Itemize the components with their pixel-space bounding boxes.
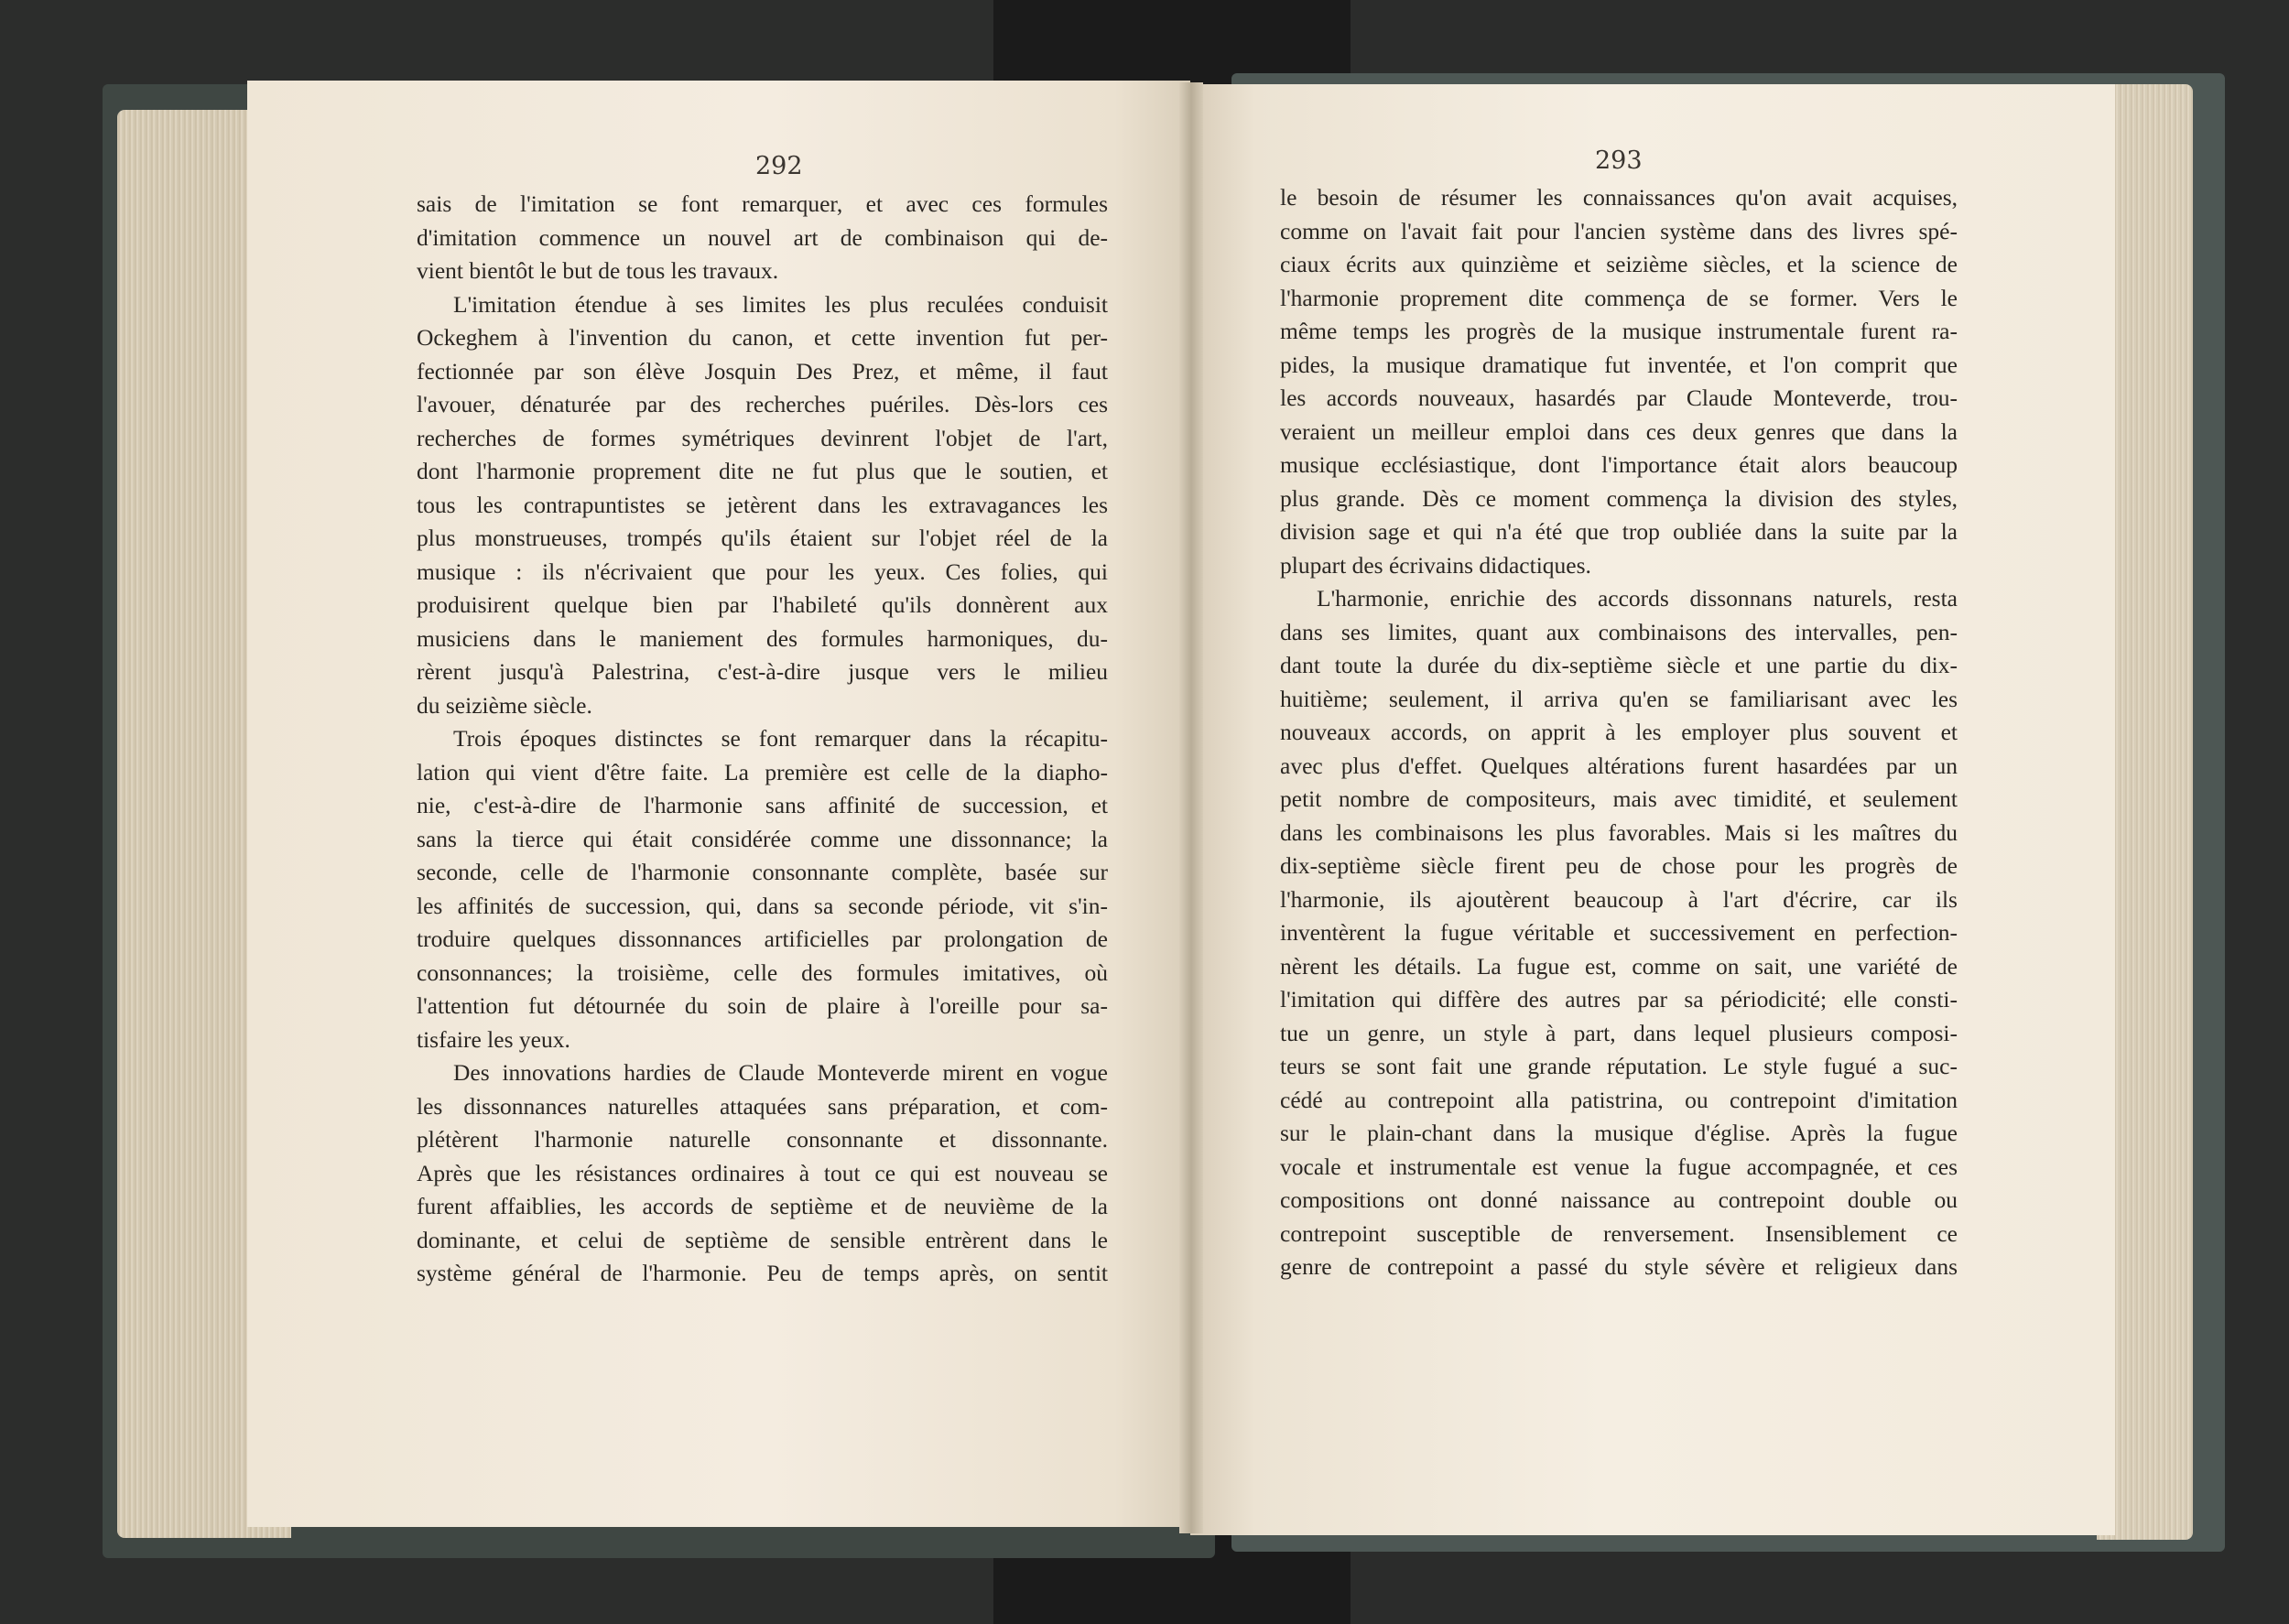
text-line: cédé au contrepoint alla patistrina, ou contrepoint d'imitation bbox=[1280, 1086, 1958, 1113]
page-number-right: 293 bbox=[1595, 146, 1643, 175]
text-line: Ockeghem à l'invention du canon, et cette invention fut per- bbox=[417, 324, 1108, 351]
text-line: division sage et qui n'a été que trop oubliée dans la suite par la bbox=[1280, 518, 1958, 545]
text-line: du seizième siècle. bbox=[417, 691, 592, 719]
text-line: vient bientôt le but de tous les travaux. bbox=[417, 257, 779, 284]
text-line: Des innovations hardies de Claude Monteverde mirent en vogue bbox=[453, 1059, 1108, 1086]
text-line: l'harmonie proprement dite commença de se former. Vers le bbox=[1280, 284, 1958, 311]
text-line: compositions ont donné naissance au contrepoint double ou bbox=[1280, 1186, 1958, 1213]
text-line: l'avouer, dénaturée par des recherches puériles. Dès-lors ces bbox=[417, 391, 1108, 417]
text-line: nouveaux accords, on apprit à les employer plus souvent et bbox=[1280, 719, 1958, 745]
text-line: dominante, et celui de septième de sensible entrèrent dans le bbox=[417, 1226, 1108, 1253]
text-line: nie, c'est-à-dire de l'harmonie sans affinité de succession, et bbox=[417, 792, 1108, 818]
text-line: genre de contrepoint a passé du style sévère et religieux dans bbox=[1280, 1253, 1958, 1280]
right-page-text bbox=[1280, 181, 1958, 1284]
text-line: les accords nouveaux, hasardés par Claude Monteverde, trou- bbox=[1280, 384, 1958, 411]
text-line: ciaux écrits aux quinzième et seizième siècles, et la science de bbox=[1280, 251, 1958, 277]
text-line: musiciens dans le maniement des formules harmoniques, du- bbox=[417, 624, 1108, 652]
text-line: huitième; seulement, il arriva qu'en se familiarisant avec les bbox=[1280, 685, 1958, 712]
text-line: sans la tierce qui était considérée comme une dissonnance; la bbox=[417, 825, 1108, 852]
text-line: les affinités de succession, qui, dans sa seconde période, vit s'in- bbox=[417, 892, 1108, 919]
text-line: musique : ils n'écrivaient que pour les yeux. Ces folies, qui bbox=[417, 558, 1108, 585]
text-line: dix-septième siècle firent peu de chose pour les progrès de bbox=[1280, 852, 1958, 879]
text-line: fectionnée par son élève Josquin Des Prez, et même, il faut bbox=[417, 357, 1108, 384]
text-line: comme on l'avait fait pour l'ancien système dans des livres spé- bbox=[1280, 217, 1958, 244]
text-line: Trois époques distinctes se font remarquer dans la récapitu- bbox=[453, 725, 1108, 752]
text-line: les dissonnances naturelles attaquées sans préparation, et com- bbox=[417, 1092, 1108, 1120]
text-line: sur le plain-chant dans la musique d'église. Après la fugue bbox=[1280, 1120, 1958, 1146]
text-line: tue un genre, un style à part, dans lequel plusieurs composi- bbox=[1280, 1019, 1958, 1046]
text-line: consonnances; la troisième, celle des formules imitatives, où bbox=[417, 958, 1108, 986]
text-line: dant toute la durée du dix-septième siècle et une partie du dix- bbox=[1280, 652, 1958, 678]
text-line: tisfaire les yeux. bbox=[417, 1025, 570, 1053]
text-line: troduire quelques dissonnances artificielles par prolongation de bbox=[417, 926, 1108, 952]
text-line: seconde, celle de l'harmonie consonnante complète, basée sur bbox=[417, 859, 1108, 885]
text-line: plupart des écrivains didactiques. bbox=[1280, 551, 1591, 579]
text-line: rèrent jusqu'à Palestrina, c'est-à-dire jusque vers le milieu bbox=[417, 658, 1108, 685]
left-page-text bbox=[417, 188, 1108, 1291]
text-line: dans ses limites, quant aux combinaisons des intervalles, pen- bbox=[1280, 618, 1958, 645]
text-line: furent affaiblies, les accords de septième et de neuvième de la bbox=[417, 1193, 1108, 1219]
text-line: avec plus d'effet. Quelques altérations furent hasardées par un bbox=[1280, 752, 1958, 779]
text-line: même temps les progrès de la musique instrumentale furent ra- bbox=[1280, 318, 1958, 344]
book-gutter bbox=[1179, 82, 1203, 1533]
text-line: l'imitation qui diffère des autres par sa périodicité; elle consti- bbox=[1280, 986, 1958, 1012]
text-line: Après que les résistances ordinaires à tout ce qui est nouveau se bbox=[417, 1159, 1108, 1186]
text-line: vocale et instrumentale est venue la fugue accompagnée, et ces bbox=[1280, 1153, 1958, 1180]
text-line: plus monstrueuses, trompés qu'ils étaient sur l'objet réel de la bbox=[417, 525, 1108, 551]
text-line: contrepoint susceptible de renversement. Insensiblement ce bbox=[1280, 1219, 1958, 1247]
text-line: L'imitation étendue à ses limites les plus reculées conduisit bbox=[453, 290, 1108, 318]
text-line: teurs se sont fait une grande réputation. Le style fugué a suc- bbox=[1280, 1053, 1958, 1079]
page-number-left: 292 bbox=[755, 152, 803, 180]
text-line: L'harmonie, enrichie des accords dissonnans naturels, resta bbox=[1317, 585, 1958, 612]
text-line: lation qui vient d'être faite. La première est celle de la diapho- bbox=[417, 758, 1108, 785]
text-line: inventèrent la fugue véritable et successivement en perfection- bbox=[1280, 919, 1958, 946]
text-line: l'harmonie, ils ajoutèrent beaucoup à l'art d'écrire, car ils bbox=[1280, 885, 1958, 913]
text-line: veraient un meilleur emploi dans ces deux genres que dans la bbox=[1280, 417, 1958, 445]
text-line: système général de l'harmonie. Peu de temps après, on sentit bbox=[417, 1260, 1108, 1286]
text-line: l'attention fut détournée du soin de plaire à l'oreille pour sa- bbox=[417, 992, 1108, 1019]
text-line: produisirent quelque bien par l'habileté qu'ils donnèrent aux bbox=[417, 591, 1108, 618]
text-line: pides, la musique dramatique fut inventée, et l'on comprit que bbox=[1280, 351, 1958, 378]
text-line: sais de l'imitation se font remarquer, et avec ces formules bbox=[417, 190, 1108, 217]
text-line: nèrent les détails. La fugue est, comme on sait, une variété de bbox=[1280, 952, 1958, 980]
text-line: plétèrent l'harmonie naturelle consonnante et dissonnante. bbox=[417, 1126, 1108, 1153]
text-line: tous les contrapuntistes se jetèrent dans les extravagances les bbox=[417, 491, 1108, 518]
text-line: le besoin de résumer les connaissances qu'on avait acquises, bbox=[1280, 184, 1958, 211]
text-line: petit nombre de compositeurs, mais avec timidité, et seulement bbox=[1280, 785, 1958, 812]
text-line: d'imitation commence un nouvel art de combinaison qui de- bbox=[417, 223, 1108, 251]
text-line: plus grande. Dès ce moment commença la division des styles, bbox=[1280, 484, 1958, 512]
text-line: dans les combinaisons les plus favorables. Mais si les maîtres du bbox=[1280, 818, 1958, 846]
text-line: dont l'harmonie proprement dite ne fut plus que le soutien, et bbox=[417, 458, 1108, 484]
text-line: musique ecclésiastique, dont l'importance était alors beaucoup bbox=[1280, 451, 1958, 478]
text-line: recherches de formes symétriques devinrent l'objet de l'art, bbox=[417, 424, 1108, 451]
